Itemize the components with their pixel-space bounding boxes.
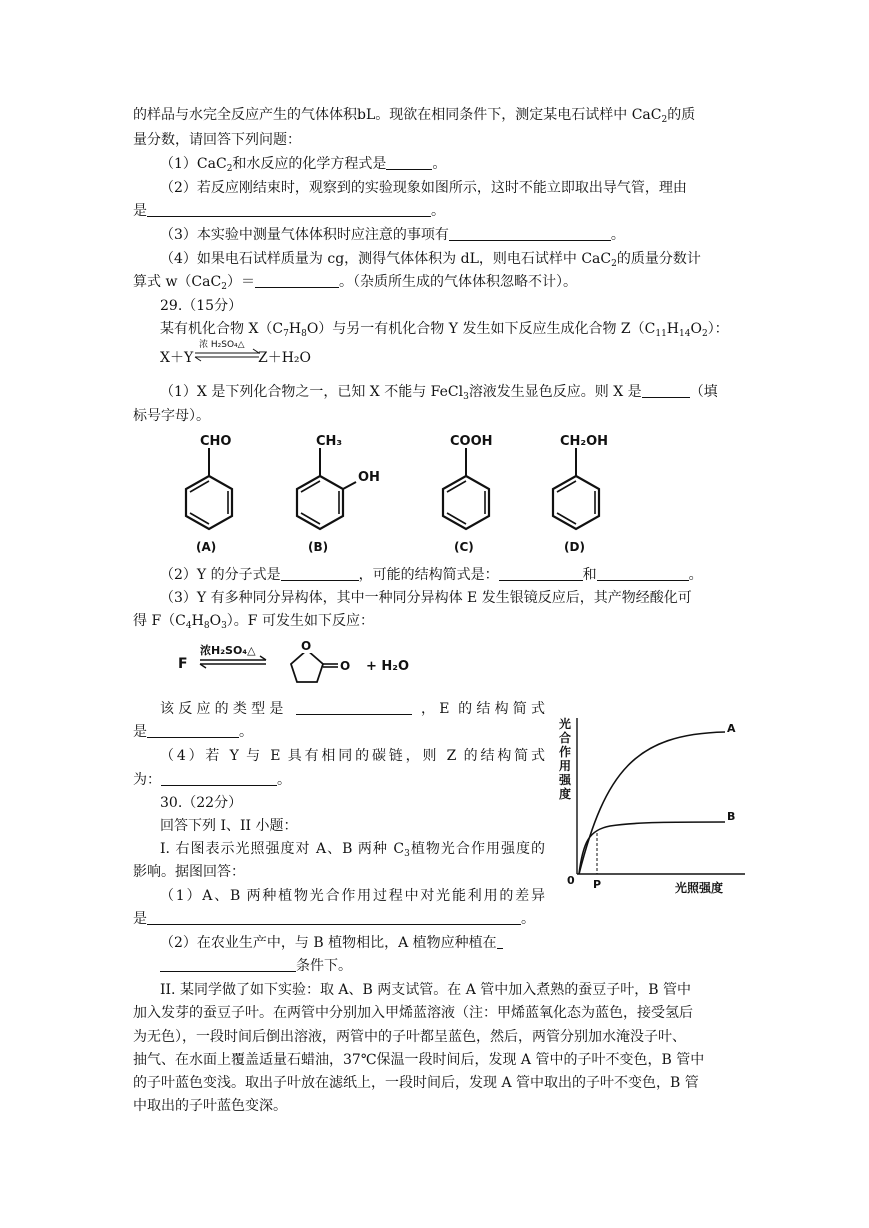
lactone-reaction	[170, 636, 430, 690]
x-axis-label: 光照强度	[675, 881, 724, 895]
answer-blank[interactable]	[296, 700, 412, 715]
q29-part1: （1）X 是下列化合物之一，已知 X 不能与 FeCl$_3$溶液发生显色反应。则 X 是 （填	[160, 384, 718, 402]
eq-condition: 浓 H₂SO₄△	[199, 340, 245, 350]
structure-b-label: (B)	[308, 540, 329, 554]
q30-I-line1: I. 右图表示光照强度对 A、B 两种 $C_3$植物光合作用强度的	[160, 841, 545, 859]
q30-II-line5: 的子叶蓝色变浅。取出子叶放在滤纸上，一段时间后，发现 A 管中取出的子叶不变色，B 管	[133, 1075, 699, 1091]
origin-label: 0	[567, 874, 575, 887]
structure-c-label: (C)	[454, 540, 474, 554]
lactone-ring	[291, 650, 323, 682]
q30-II-line6: 中取出的子叶蓝色变深。	[133, 1098, 287, 1114]
q29-part2: （2）Y 的分子式是 ，可能的结构简式是： 和 。	[160, 567, 703, 583]
structure-d	[553, 434, 608, 554]
y-label-char: 强	[559, 773, 572, 787]
q30-I2: （2）在农业生产中，与 B 植物相比，A 植物应种植在	[160, 934, 503, 952]
svg-text:OH: OH	[358, 470, 380, 485]
curve-b	[579, 822, 725, 874]
q29-part4-cont: 为： 。	[133, 772, 291, 788]
structure-b	[297, 434, 380, 554]
reactant-f: F	[178, 656, 188, 672]
q30-II-line1: II. 某同学做了如下实验：取 A、B 两支试管。在 A 管中加入煮熟的蚕豆子叶，B 管中	[160, 982, 692, 998]
structure-a-label: (A)	[196, 540, 217, 554]
q30-II-line4: 抽气、在水面上覆盖适量石蜡油，37℃保温一段时间后，发现 A 管中的子叶不变色，B 管中	[133, 1052, 705, 1068]
q29-eq-left: X＋Y	[160, 350, 194, 366]
svg-text:O: O	[340, 659, 351, 673]
y-label-char: 合	[559, 731, 572, 745]
structure-c	[443, 434, 493, 554]
svg-text:CH₃: CH₃	[316, 434, 343, 449]
light-curve-chart	[555, 712, 755, 898]
q29-intro: 某有机化合物 $X(C_7H_8O)$与另一有机化合物 Y 发生如下反应生成化合物 $Z(C_{11}H_{14}O_2)$：	[160, 321, 729, 339]
answer-blank[interactable]	[497, 934, 503, 949]
answer-blank[interactable]	[161, 771, 277, 786]
p-label: P	[593, 878, 602, 891]
y-label-char: 度	[559, 787, 572, 801]
q29-part1-cont: 标号字母）。	[133, 408, 210, 424]
q28-part2: （2）若反应刚结束时，观察到的实验现象如图所示，这时不能立即取出导气管，理由	[160, 180, 687, 196]
q29-part3: （3）Y 有多种同分异构体，其中一种同分异构体 E 发生银镜反应后，其产物经酸化可	[160, 590, 692, 606]
svg-text:CHO: CHO	[200, 434, 232, 449]
svg-text:O: O	[301, 639, 312, 653]
y-label-char: 用	[559, 759, 572, 773]
svg-text:CH₂OH: CH₂OH	[560, 434, 609, 449]
q30-header: 30.（22分）	[160, 795, 243, 811]
q30-I2-cont: 条件下。	[160, 957, 352, 975]
q30-I-line2: 影响。据图回答：	[133, 864, 245, 880]
water-product: + H₂O	[366, 659, 410, 674]
rxn-condition: 浓H₂SO₄△	[200, 644, 256, 657]
q29-part3-cont: 得 $F(C_4H_8O_3)$。F 可发生如下反应：	[133, 613, 374, 631]
y-label-char: 光	[559, 717, 572, 731]
curve-a	[579, 732, 725, 874]
q30-I1-cont: 是 。	[133, 911, 535, 927]
curve-b-label: B	[727, 810, 736, 823]
q30-II-line2: 加入发芽的蚕豆子叶。在两管中分别加入甲烯蓝溶液（注：甲烯蓝氧化态为蓝色，接受氢后	[133, 1005, 693, 1021]
svg-text:COOH: COOH	[450, 434, 493, 449]
answer-blank[interactable]	[597, 566, 689, 581]
q29-part3-type: 该反应的类型是 ，E 的结构简式	[160, 701, 546, 717]
answer-blank[interactable]	[255, 273, 339, 288]
answer-blank[interactable]	[386, 155, 432, 170]
answer-blank[interactable]	[147, 202, 431, 217]
q28-part4-cont: 算式 w（CaC$_2$）＝ 。（杂质所生成的气体体积忽略不计）。	[133, 274, 577, 292]
answer-blank[interactable]	[449, 226, 611, 241]
q30-I1: （1）A、B 两种植物光合作用过程中对光能利用的差异	[160, 888, 545, 904]
answer-blank[interactable]	[642, 383, 690, 398]
answer-blank[interactable]	[160, 957, 296, 972]
q29-part4: （4）若 Y 与 E 具有相同的碳链，则 Z 的结构简式	[160, 748, 545, 764]
q29-header: 29.（15分）	[160, 298, 243, 314]
structure-a	[186, 434, 232, 554]
answer-blank[interactable]	[499, 566, 583, 581]
reversible-arrow	[193, 338, 263, 364]
y-axis-label	[558, 716, 572, 801]
q29-part3-e: 是 。	[133, 724, 253, 740]
q29-eq-right: Z＋H₂O	[258, 350, 312, 366]
q28-part2-cont: 是 。	[133, 203, 445, 219]
structure-d-label: (D)	[564, 540, 585, 554]
y-label-char: 作	[559, 745, 572, 759]
q30-intro: 回答下列 I、II 小题：	[160, 818, 298, 834]
q28-line2: 量分数，请回答下列问题：	[133, 132, 301, 148]
answer-blank[interactable]	[147, 910, 521, 925]
answer-blank[interactable]	[281, 566, 359, 581]
q28-part4: （4）如果电石试样质量为 cg，测得气体体积为 dL，则电石试样中 CaC$_2$的质量分数计	[160, 251, 701, 269]
structure-options	[160, 430, 630, 560]
q28-part3: （3）本实验中测量气体体积时应注意的事项有 。	[160, 227, 625, 243]
curve-a-label: A	[727, 722, 736, 735]
q30-II-line3: 为无色），一段时间后倒出溶液，两管中的子叶都呈蓝色，然后，两管分别加水淹没子叶、	[133, 1029, 686, 1045]
q28-line1: 的样品与水完全反应产生的气体体积bL。现欲在相同条件下，测定某电石试样中 CaC$_2$的质	[133, 107, 696, 125]
q28-part1: （1）CaC$_2$和水反应的化学方程式是 。	[160, 156, 447, 174]
answer-blank[interactable]	[147, 723, 239, 738]
